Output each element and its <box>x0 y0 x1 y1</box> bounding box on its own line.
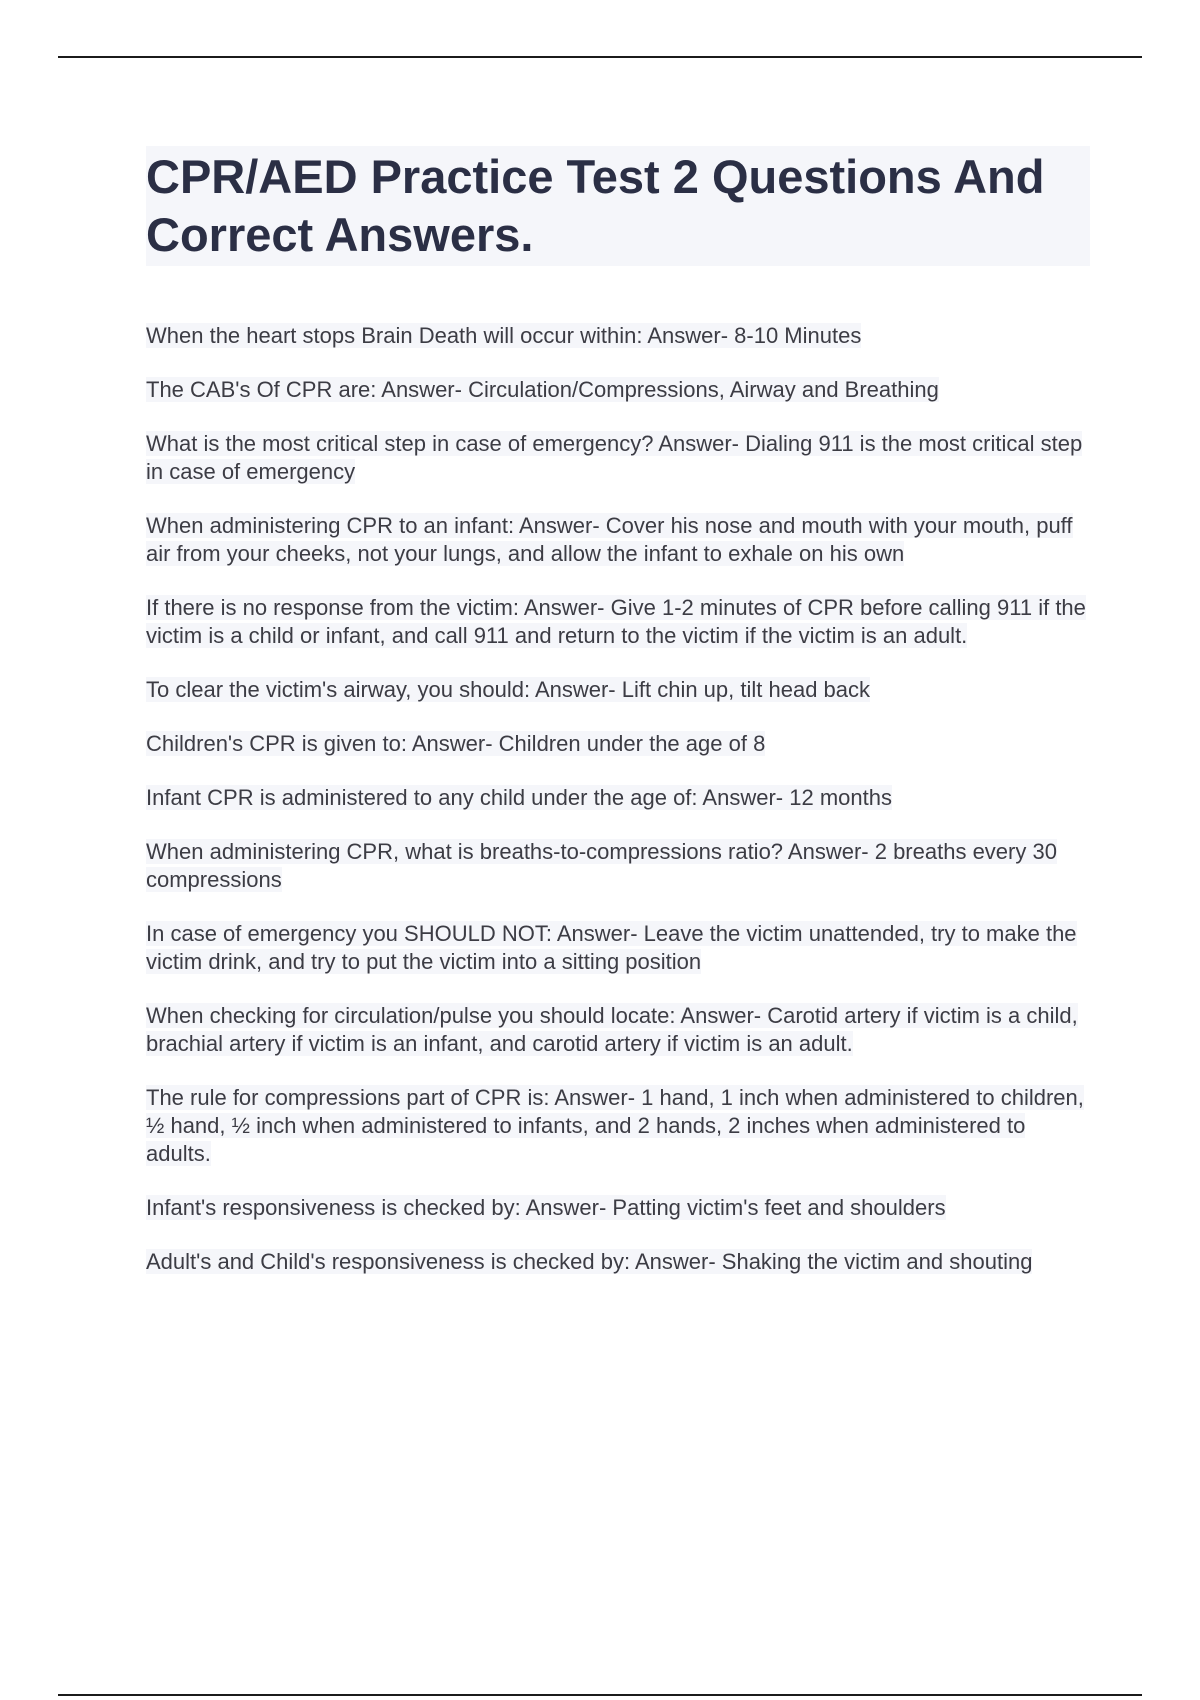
qa-text: To clear the victim's airway, you should: Answer- Lift chin up, tilt head back <box>146 677 871 702</box>
qa-item <box>146 1002 1090 1058</box>
qa-text: In case of emergency you SHOULD NOT: Answer- Leave the victim unattended, try to make the victim drink, and try to put the victim into a sitting position <box>146 921 1077 974</box>
qa-text: Children's CPR is given to: Answer- Children under the age of 8 <box>146 731 766 756</box>
qa-item <box>146 1248 1090 1276</box>
qa-item <box>146 376 1090 404</box>
qa-item <box>146 920 1090 976</box>
qa-text: When administering CPR, what is breaths-to-compressions ratio? Answer- 2 breaths every 30 compressions <box>146 839 1057 892</box>
qa-text: What is the most critical step in case of emergency? Answer- Dialing 911 is the most critical step in case of emergency <box>146 431 1083 484</box>
qa-text: Infant CPR is administered to any child under the age of: Answer- 12 months <box>146 785 892 810</box>
bottom-rule <box>58 1694 1142 1696</box>
document-body <box>146 146 1090 1302</box>
qa-text: Adult's and Child's responsiveness is checked by: Answer- Shaking the victim and shouting <box>146 1249 1033 1274</box>
qa-item <box>146 730 1090 758</box>
qa-text: The CAB's Of CPR are: Answer- Circulation/Compressions, Airway and Breathing <box>146 377 939 402</box>
top-rule <box>58 56 1142 58</box>
qa-item <box>146 594 1090 650</box>
qa-text: When checking for circulation/pulse you should locate: Answer- Carotid artery if victim is a child, brachial artery if victim is an infant, and carotid artery if victim is an adult. <box>146 1003 1078 1056</box>
qa-text: When administering CPR to an infant: Answer- Cover his nose and mouth with your mouth, puff air from your cheeks, not your lungs, and allow the infant to exhale on his own <box>146 513 1073 566</box>
qa-item <box>146 512 1090 568</box>
qa-text: The rule for compressions part of CPR is: Answer- 1 hand, 1 inch when administered to children, ½ hand, ½ inch when administered to infants, and 2 hands, 2 inches when administered to adults. <box>146 1085 1084 1166</box>
qa-list <box>146 322 1090 1276</box>
qa-item <box>146 676 1090 704</box>
qa-text: If there is no response from the victim: Answer- Give 1-2 minutes of CPR before calling 911 if the victim is a child or infant, and call 911 and return to the victim if the victim is an adult. <box>146 595 1086 648</box>
qa-text: When the heart stops Brain Death will occur within: Answer- 8-10 Minutes <box>146 323 862 348</box>
qa-item <box>146 1194 1090 1222</box>
document-title: CPR/AED Practice Test 2 Questions And Correct Answers. <box>146 146 1090 266</box>
qa-item <box>146 322 1090 350</box>
qa-text: Infant's responsiveness is checked by: Answer- Patting victim's feet and shoulders <box>146 1195 946 1220</box>
qa-item <box>146 430 1090 486</box>
qa-item <box>146 838 1090 894</box>
qa-item <box>146 1084 1090 1168</box>
qa-item <box>146 784 1090 812</box>
